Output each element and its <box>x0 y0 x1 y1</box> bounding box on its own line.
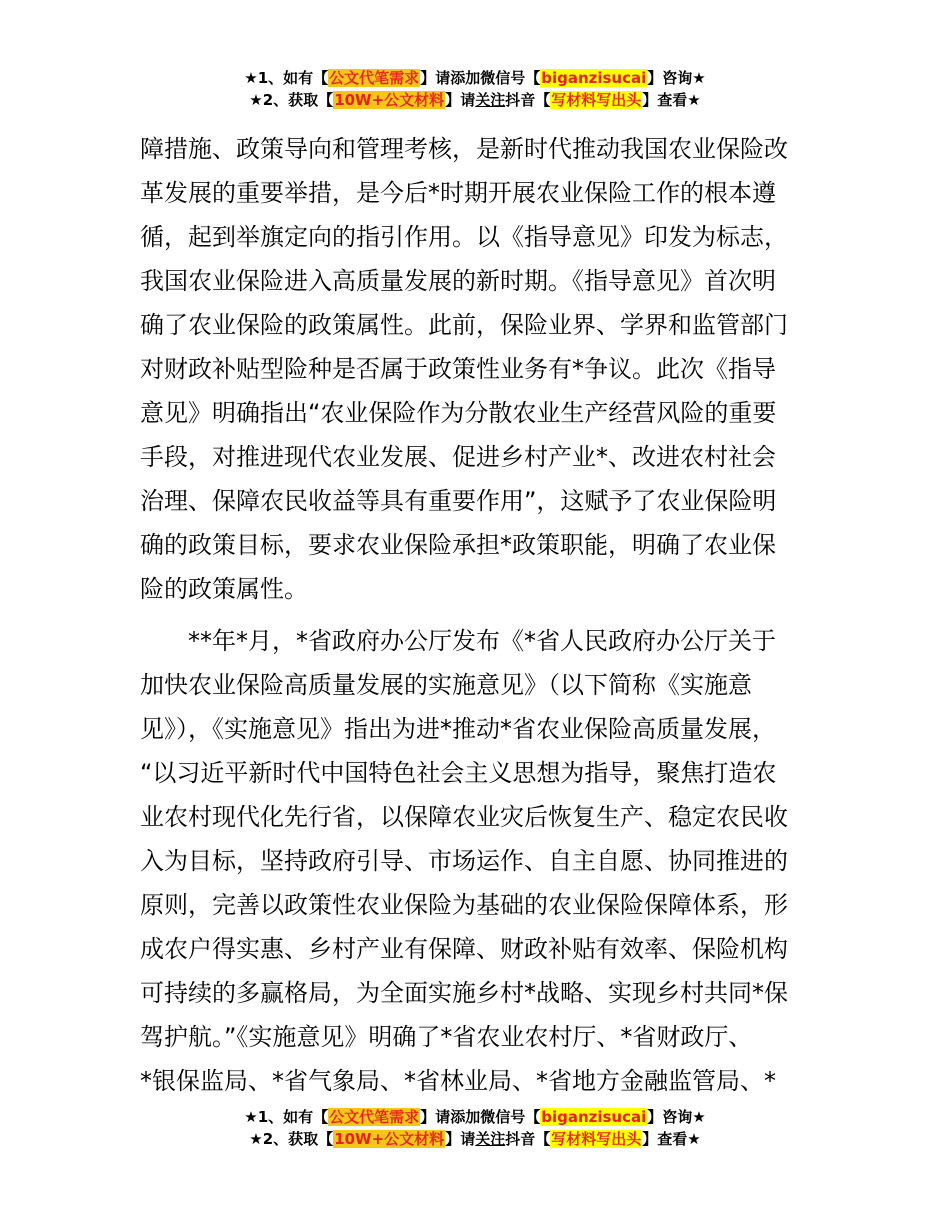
text-line: 意见》明确指出“农业保险作为分散农业生产经营风险的重要 <box>140 399 777 427</box>
text-line: *银保监局、*省气象局、*省林业局、*省地方金融监管局、* <box>140 1067 776 1095</box>
text-line: 驾护航。”《实施意见》明确了*省农业农村厅、*省财政厅、 <box>140 1023 753 1051</box>
banner-text: 抖音【 <box>505 91 551 109</box>
banner-highlight-service: 公文代笔需求 <box>329 69 420 87</box>
banner-highlight-douyin: 写材料写出头 <box>551 91 642 109</box>
footer-banner <box>0 1106 950 1150</box>
banner-text: ★1、如有【 <box>244 69 329 87</box>
banner-text: 】查看★ <box>642 1130 701 1148</box>
text-line: **年*月，*省政府办公厅发布《*省人民政府办公厅关于 <box>140 627 776 655</box>
banner-underlined-text: 关注 <box>475 91 506 109</box>
banner-text: ★2、获取【 <box>249 1130 334 1148</box>
paragraph-1 <box>140 127 840 611</box>
text-line: 确的政策目标，要求农业保险承担*政策职能，明确了农业保 <box>140 531 776 559</box>
text-line: 循，起到举旗定向的指引作用。以《指导意见》印发为标志， <box>140 223 788 251</box>
banner-highlight-douyin: 写材料写出头 <box>551 1130 642 1148</box>
banner-highlight-materials: 10W+公文材料 <box>334 1130 445 1148</box>
document-body <box>140 127 840 1103</box>
banner-line-1 <box>0 67 950 89</box>
text-line: 入为目标，坚持政府引导、市场运作、自主自愿、协同推进的 <box>140 847 788 875</box>
text-line: 原则，完善以政策性农业保险为基础的农业保险保障体系，形 <box>140 891 788 919</box>
banner-highlight-service: 公文代笔需求 <box>329 1108 420 1126</box>
text-line: 险的政策属性。 <box>140 575 308 603</box>
banner-text: 】咨询★ <box>647 1108 706 1126</box>
banner-line-1 <box>0 1106 950 1128</box>
text-line: 障措施、政策导向和管理考核，是新时代推动我国农业保险改 <box>140 135 788 163</box>
text-line: 我国农业保险进入高质量发展的新时期。《指导意见》首次明 <box>140 267 776 295</box>
banner-highlight-materials: 10W+公文材料 <box>334 91 445 109</box>
banner-text: 】咨询★ <box>647 69 706 87</box>
text-line: 治理、保障农民收益等具有重要作用”，这赋予了农业保险明 <box>140 487 777 515</box>
banner-highlight-wechat: biganzisucai <box>541 1108 647 1126</box>
text-line: “以习近平新时代中国特色社会主义思想为指导，聚焦打造农 <box>140 759 777 787</box>
banner-text: 抖音【 <box>505 1130 551 1148</box>
banner-highlight-wechat: biganzisucai <box>541 69 647 87</box>
paragraph-2 <box>140 619 840 1103</box>
banner-line-2 <box>0 1128 950 1150</box>
text-line: 加快农业保险高质量发展的实施意见》（以下简称《实施意 <box>140 671 752 699</box>
banner-text: 】查看★ <box>642 91 701 109</box>
text-line: 见》），《实施意见》指出为进*推动*省农业保险高质量发展， <box>140 715 776 743</box>
header-banner <box>0 67 950 111</box>
banner-text: 】请添加微信号【 <box>420 69 541 87</box>
text-line: 可持续的多赢格局，为全面实施乡村*战略、实现乡村共同*保 <box>140 979 788 1007</box>
banner-underlined-text: 关注 <box>475 1130 506 1148</box>
text-line: 成农户得实惠、乡村产业有保障、财政补贴有效率、保险机构 <box>140 935 788 963</box>
banner-text: 】请 <box>445 1130 476 1148</box>
banner-line-2 <box>0 89 950 111</box>
banner-text: 】请 <box>445 91 476 109</box>
banner-text: 】请添加微信号【 <box>420 1108 541 1126</box>
text-line: 确了农业保险的政策属性。此前，保险业界、学界和监管部门 <box>140 311 788 339</box>
text-line: 革发展的重要举措，是今后*时期开展农业保险工作的根本遵 <box>140 179 776 207</box>
text-line: 手段，对推进现代农业发展、促进乡村产业*、改进农村社会 <box>140 443 776 471</box>
text-line: 业农村现代化先行省，以保障农业灾后恢复生产、稳定农民收 <box>140 803 788 831</box>
text-line: 对财政补贴型险种是否属于政策性业务有*争议。此次《指导 <box>140 355 776 383</box>
banner-text: ★2、获取【 <box>249 91 334 109</box>
banner-text: ★1、如有【 <box>244 1108 329 1126</box>
